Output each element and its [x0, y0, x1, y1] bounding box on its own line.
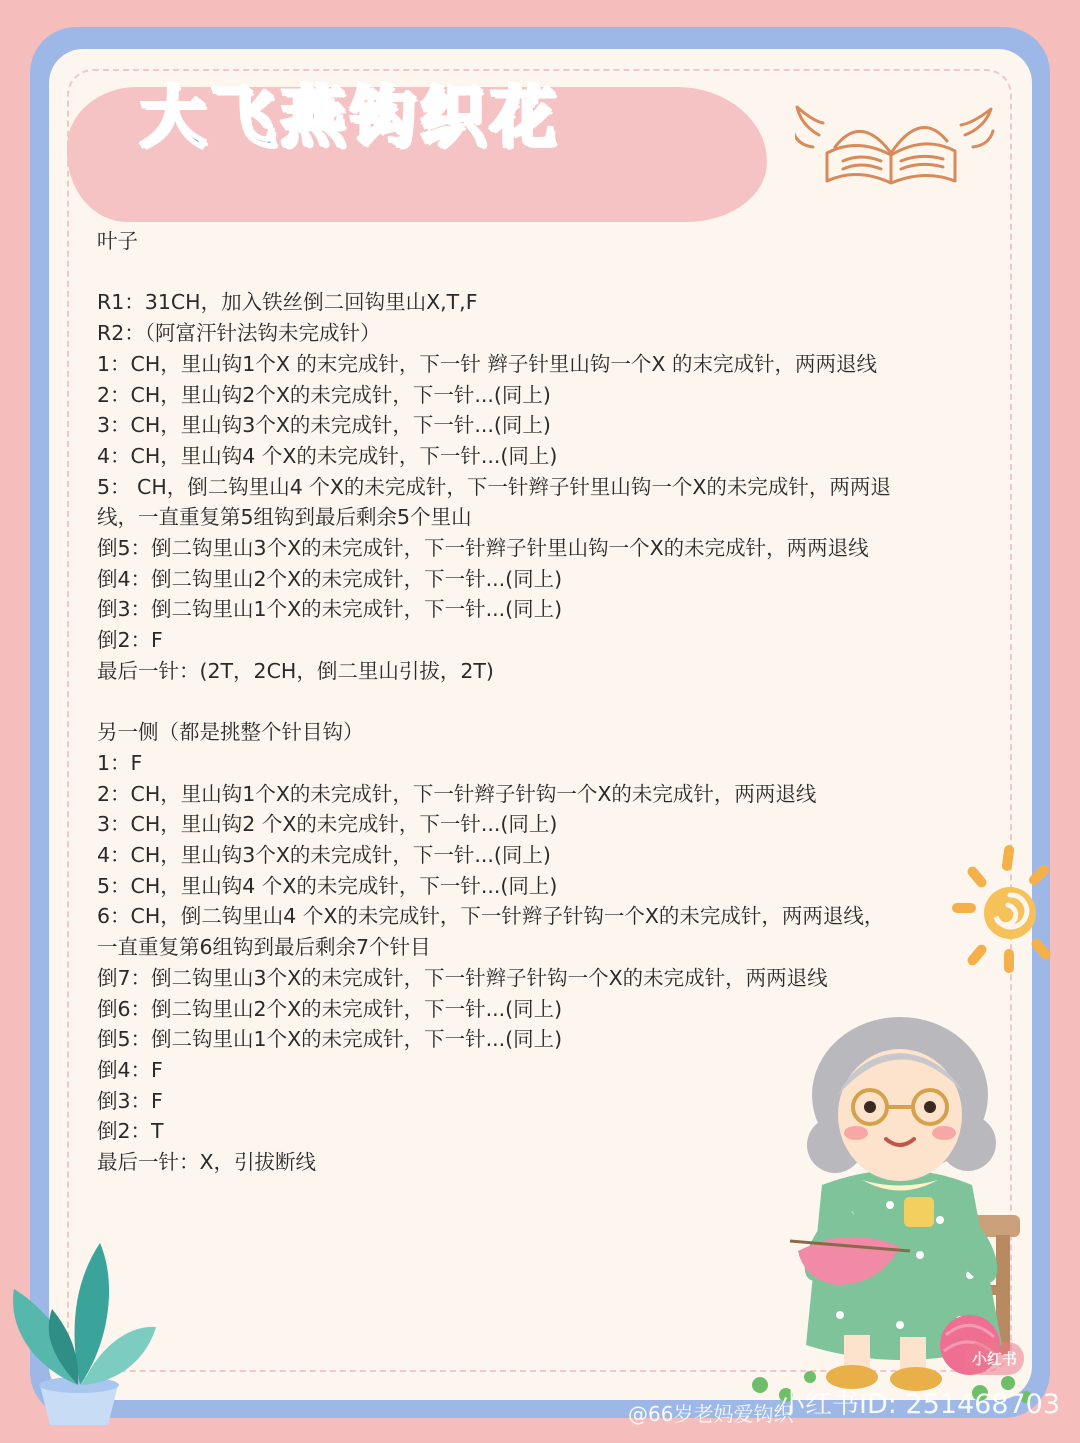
text-line: R2：（阿富汗针法钩未完成针） — [97, 321, 381, 346]
text-line: 一直重复第6组钩到最后剩余7个针目 — [97, 935, 431, 960]
section-heading-other-side: 另一侧（都是挑整个针目钩） — [97, 720, 364, 745]
text-line: 2：CH，里山钩1个X的未完成针，下一针辫子针钩一个X的未完成针，两两退线 — [97, 781, 817, 806]
book-with-wings-icon — [795, 95, 995, 190]
text-line: 4：CH，里山钩3个X的未完成针，下一针...(同上) — [97, 843, 551, 868]
watermark-id: 小红书ID: 251468703 — [778, 1389, 1061, 1420]
text-line: 倒4：F — [97, 1057, 163, 1082]
text-line: 3：CH，里山钩2 个X的未完成针，下一针...(同上) — [97, 812, 558, 837]
text-line: 5：CH，里山钩4 个X的未完成针，下一针...(同上) — [97, 873, 558, 898]
text-line: 线，一直重复第5组钩到最后剩余5个里山 — [97, 505, 472, 530]
text-line: 3：CH，里山钩3个X的未完成针，下一针...(同上) — [97, 413, 551, 438]
watermark-author: @66岁老妈爱钩织 — [628, 1402, 794, 1426]
text-line: 4：CH，里山钩4 个X的未完成针，下一针...(同上) — [97, 443, 558, 468]
text-line: 倒5：倒二钩里山1个X的未完成针，下一针...(同上) — [97, 1027, 563, 1052]
text-line: 倒3：F — [97, 1088, 163, 1113]
text-line: 1：F — [97, 750, 143, 775]
text-line: 2：CH，里山钩2个X的未完成针，下一针...(同上) — [97, 382, 551, 407]
page-title: 大飞燕钩织花 — [140, 79, 560, 156]
text-line: 最后一针：(2T，2CH，倒二里山引拔，2T) — [97, 658, 494, 683]
text-line: 倒3：倒二钩里山1个X的未完成针，下一针...(同上) — [97, 597, 563, 622]
text-line: 倒5：倒二钩里山3个X的未完成针，下一针辫子针里山钩一个X的未完成针，两两退线 — [97, 536, 869, 561]
text-line: 6：CH，倒二钩里山4 个X的未完成针，下一针辫子针钩一个X的未完成针，两两退线， — [97, 904, 885, 929]
text-line: 倒2：T — [97, 1119, 164, 1144]
sun-icon — [948, 845, 1058, 975]
watermark-logo: 小红书 — [965, 1342, 1024, 1375]
text-line: 倒4：倒二钩里山2个X的未完成针，下一针...(同上) — [97, 566, 563, 591]
plant-icon — [0, 1235, 160, 1425]
text-line: 倒2：F — [97, 628, 163, 653]
text-line: 倒6：倒二钩里山2个X的未完成针，下一针...(同上) — [97, 996, 563, 1021]
text-line: R1：31CH，加入铁丝倒二回钩里山X,T,F — [97, 290, 478, 315]
text-line: 1：CH，里山钩1个X 的末完成针，下一针 辫子针里山钩一个X 的末完成针，两两退线 — [97, 351, 877, 376]
text-line: 5： CH，倒二钩里山4 个X的未完成针，下一针辫子针里山钩一个X的未完成针，两两退 — [97, 474, 891, 499]
text-line: 倒7：倒二钩里山3个X的未完成针，下一针辫子针钩一个X的未完成针，两两退线 — [97, 965, 828, 990]
text-line: 最后一针：X，引拔断线 — [97, 1150, 317, 1175]
section-heading-leaf: 叶子 — [97, 229, 138, 253]
